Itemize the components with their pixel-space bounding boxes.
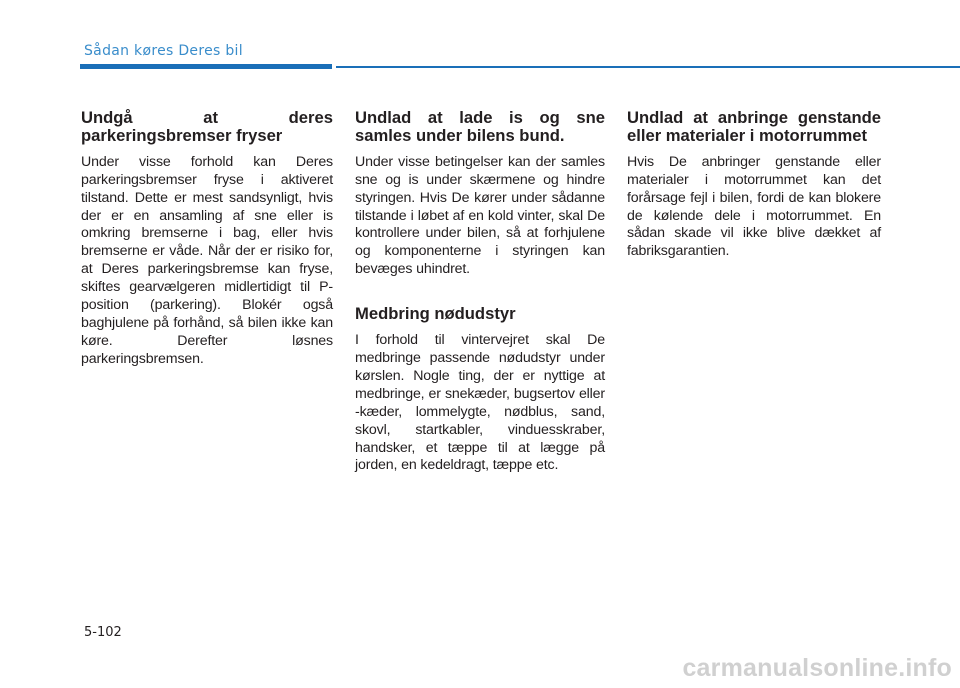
section-emergency-equipment bbox=[355, 305, 605, 475]
column-3 bbox=[627, 109, 881, 261]
header-rule-thick bbox=[80, 64, 332, 69]
page-number: 5-102 bbox=[84, 625, 122, 640]
section-body: Under visse betingelser kan der samles sne og is under skærmene og hindre styringen. Hvis De kører under sådanne tilstande i løbet af en kold vinter, skal De kontrollere under bilen, så at forhjulene og komponenterne i styringen kan bevæges uhindret. bbox=[355, 153, 605, 278]
section-title: Sådan køres Deres bil bbox=[84, 43, 243, 59]
section-heading: Medbring nødudstyr bbox=[355, 304, 516, 324]
section-body: Hvis De anbringer genstande eller materialer i motorrummet kan det forårsage fejl i bilen, fordi de kan blokere de kølende dele i motorrummet. En sådan skade vil ikke blive dækket af fabriksgarantien. bbox=[627, 153, 881, 260]
section-heading: Undgå at deres parkeringsbremser fryser bbox=[81, 108, 333, 145]
section-parking-brake bbox=[81, 109, 333, 369]
section-heading: Undlad at lade is og sne samles under bilens bund. bbox=[355, 108, 605, 145]
section-heading: Undlad at anbringe genstande eller materialer i motorrummet bbox=[627, 108, 881, 145]
column-1 bbox=[81, 109, 333, 369]
column-2 bbox=[355, 109, 605, 475]
section-body: I forhold til vintervejret skal De medbringe passende nødudstyr under kørslen. Nogle ting, der er nyttige at medbringe, er snekæder, bugsertov eller -kæder, lommelygte, nødblus, sand, skovl, startkabler, vinduesskraber, handsker, et tæppe til at lægge på jorden, en kedeldragt, tæppe etc. bbox=[355, 332, 605, 474]
header-rule-thin bbox=[336, 66, 960, 68]
section-ice-snow bbox=[355, 109, 605, 279]
watermark: carmanualsonline.info bbox=[682, 654, 952, 682]
section-gap bbox=[355, 279, 605, 305]
section-engine-compartment bbox=[627, 109, 881, 261]
section-body: Under visse forhold kan Deres parkeringsbremser fryse i aktiveret tilstand. Dette er mest sandsynligt, hvis der er en ansamling af sne eller is omkring bremserne i bag, eller hvis bremserne er våde. Når der er risiko for, at Deres parkeringsbremse kan fryse, skiftes gearvælgeren midlertidigt til P-position (parkering). Blokér også baghjulene på forhånd, så bilen ikke kan køre. Derefter løsnes parkeringsbremsen. bbox=[81, 153, 333, 367]
